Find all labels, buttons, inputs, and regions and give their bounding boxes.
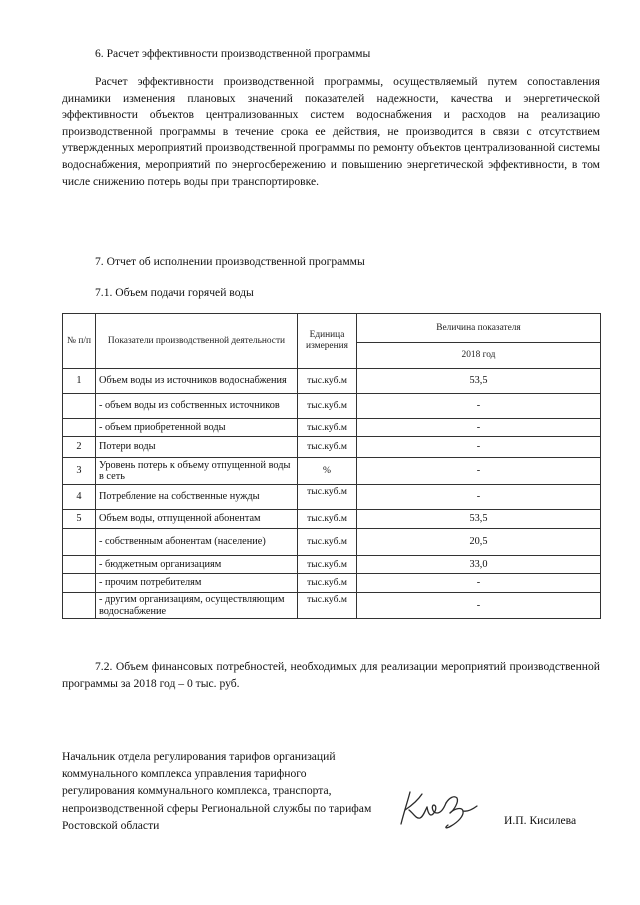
water-supply-table [62, 313, 601, 619]
section-7-heading: 7. Отчет об исполнении производственной программы [95, 255, 365, 268]
signatory-name: И.П. Кисилева [504, 814, 577, 827]
table-row [63, 593, 601, 619]
header-indicator: Показатели производственной деятельности [96, 314, 298, 369]
row-value: - [357, 574, 601, 593]
row-unit: % [298, 458, 357, 485]
table-row [63, 458, 601, 485]
row-value: - [357, 419, 601, 437]
row-unit: тыс.куб.м [298, 437, 357, 458]
row-unit: тыс.куб.м [298, 485, 357, 510]
row-value: 53,5 [357, 510, 601, 529]
row-num: 5 [63, 510, 96, 529]
row-num [63, 529, 96, 556]
row-indicator: Потери воды [96, 437, 298, 458]
row-num [63, 419, 96, 437]
row-indicator: Объем воды, отпущенной абонентам [96, 510, 298, 529]
row-value: 53,5 [357, 369, 601, 394]
row-unit: тыс.куб.м [298, 529, 357, 556]
row-indicator: - прочим потребителям [96, 574, 298, 593]
table-row [63, 574, 601, 593]
row-value: 33,0 [357, 556, 601, 574]
row-num: 1 [63, 369, 96, 394]
row-num: 3 [63, 458, 96, 485]
row-indicator: Потребление на собственные нужды [96, 485, 298, 510]
header-unit: Единица измерения [298, 314, 357, 369]
row-unit: тыс.куб.м [298, 394, 357, 419]
header-num: № п/п [63, 314, 96, 369]
section-6-body: Расчет эффективности производственной программы, осуществляемый путем сопоставления динамики изменения плановых значений показателей надежности, качества и энергетической эффективности объектов централизованных систем водоснабжения и расходов на реализацию производственной программы в течение срока ее действия, не производится в связи с отсутствием утвержденных мероприятий производственной программы по ремонту объектов централизованной системы водоснабжения, мероприятий по энергосбережению и повышению энергетической эффективности, в том числе снижению потерь воды при транспортировке. [62, 75, 600, 188]
row-num: 4 [63, 485, 96, 510]
row-num [63, 394, 96, 419]
section-6-heading: 6. Расчет эффективности производственной программы [95, 47, 371, 60]
row-indicator: - собственным абонентам (население) [96, 529, 298, 556]
row-indicator: Объем воды из источников водоснабжения [96, 369, 298, 394]
row-num [63, 556, 96, 574]
row-unit: тыс.куб.м [298, 369, 357, 394]
row-num [63, 574, 96, 593]
row-indicator: - другим организациям, осуществляющим водоснабжение [96, 593, 298, 619]
row-value: - [357, 593, 601, 619]
header-value: Величина показателя [357, 314, 601, 343]
table-row [63, 510, 601, 529]
row-indicator: - объем приобретенной воды [96, 419, 298, 437]
row-value: - [357, 437, 601, 458]
table-row [63, 437, 601, 458]
row-value: - [357, 485, 601, 510]
section-7-1-heading: 7.1. Объем подачи горячей воды [95, 286, 254, 299]
table-row [63, 485, 601, 510]
table-row [63, 529, 601, 556]
row-num [63, 593, 96, 619]
table-row [63, 394, 601, 419]
row-indicator: Уровень потерь к объему отпущенной воды в сеть [96, 458, 298, 485]
row-unit: тыс.куб.м [298, 556, 357, 574]
handwritten-signature [396, 786, 486, 832]
row-indicator: - объем воды из собственных источников [96, 394, 298, 419]
row-value: - [357, 394, 601, 419]
table-row [63, 419, 601, 437]
row-unit: тыс.куб.м [298, 574, 357, 593]
row-num: 2 [63, 437, 96, 458]
row-value: - [357, 458, 601, 485]
section-7-2-text: 7.2. Объем финансовых потребностей, необходимых для реализации мероприятий производственной программы за 2018 год – 0 тыс. руб. [62, 660, 600, 690]
row-unit: тыс.куб.м [298, 593, 357, 619]
row-value: 20,5 [357, 529, 601, 556]
row-unit: тыс.куб.м [298, 419, 357, 437]
header-year: 2018 год [357, 343, 601, 369]
table-row [63, 369, 601, 394]
signatory-position: Начальник отдела регулирования тарифов организаций коммунального комплекса управления тарифного регулирования коммунального комплекса, транспорта, непроизводственной сферы Региональной службы по тарифам Ростовской области [62, 750, 372, 832]
table-row [63, 556, 601, 574]
row-unit: тыс.куб.м [298, 510, 357, 529]
row-indicator: - бюджетным организациям [96, 556, 298, 574]
